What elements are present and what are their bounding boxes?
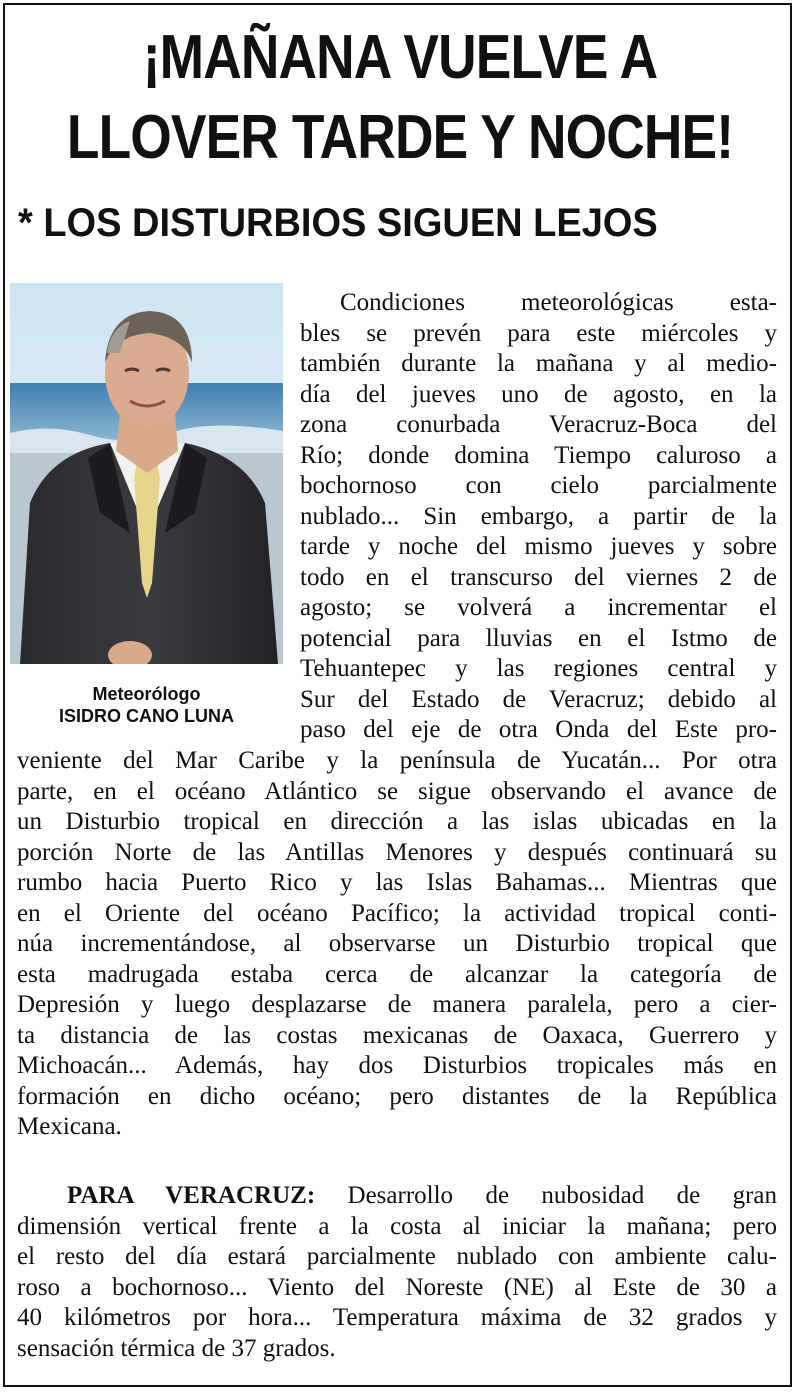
portrait-photo (10, 283, 283, 664)
paragraph-para-veracruz (17, 1181, 777, 1364)
paragraph-line: parte, en el océano Atlántico se sigue observando el avance de (17, 777, 777, 805)
caption-name: ISIDRO CANO LUNA (59, 706, 234, 726)
photo-caption (10, 683, 283, 727)
paragraph-line: porción Norte de las Antillas Menores y después continuará su (17, 838, 777, 866)
paragraph-line: día del jueves uno de agosto, en la (300, 380, 777, 408)
paragraph-line: zona conurbada Veracruz-Boca del (300, 411, 777, 438)
paragraph-line: Depresión y luego desplazarse de manera paralela, pero a cier- (17, 991, 777, 1018)
paragraph-line: nublado... Sin embargo, a partir de la (300, 502, 777, 530)
paragraph-line: veniente del Mar Caribe y la península de Yucatán... Por otra (17, 747, 777, 774)
para-veracruz-line: el resto del día estará parcialmente nublado con ambiente calu- (17, 1243, 777, 1270)
paragraph-line: Mexicana. (17, 1113, 122, 1140)
paragraph-line: tarde y noche del mismo jueves y sobre (300, 533, 777, 560)
paragraph-line: Tehuantepec y las regiones central y (300, 655, 777, 682)
paragraph-line: esta madrugada estaba cerca de alcanzar la categoría de (17, 960, 777, 988)
paragraph-line: paso del eje de otra Onda del Este pro- (300, 716, 777, 743)
paragraph-line: todo en el transcurso del viernes 2 de (300, 563, 777, 591)
para-veracruz-line: sensación térmica de 37 grados. (17, 1334, 336, 1362)
paragraph-line: agosto; se volverá a incrementar el (300, 594, 777, 621)
paragraph-line: en el Oriente del océano Pacífico; la actividad tropical conti- (17, 899, 777, 927)
paragraph-line: un Disturbio tropical en dirección a las islas ubicadas en la (17, 808, 777, 835)
paragraph-line: también durante la mañana y al medio- (300, 350, 777, 377)
paragraph-line: bles se prevén para este miércoles y (300, 319, 777, 347)
caption-role: Meteorólogo (92, 684, 201, 704)
headline: ¡MAÑANA VUELVE A LLOVER TARDE Y NOCHE! (66, 23, 734, 172)
subheadline: * LOS DISTURBIOS SIGUEN LEJOS (18, 201, 658, 245)
para-veracruz-line: Desarrollo de nubosidad de gran (315, 1182, 777, 1209)
para-veracruz-line-first (17, 1181, 777, 1212)
paragraph-1-right-column (300, 288, 777, 746)
paragraph-line: bochornoso con cielo parcialmente (300, 472, 777, 499)
para-veracruz-line: dimensión vertical frente a la costa al iniciar la mañana; pero (17, 1212, 777, 1240)
paragraph-line: rumbo hacia Puerto Rico y las Islas Bahamas... Mientras que (17, 869, 777, 896)
paragraph-line: formación en dicho océano; pero distantes de la República (17, 1082, 777, 1110)
paragraph-1-full-width (17, 746, 777, 1143)
para-veracruz-lead: PARA VERACRUZ: (67, 1182, 316, 1209)
para-veracruz-line: roso a bochornoso... Viento del Noreste (NE) al Este de 30 a (17, 1273, 777, 1301)
paragraph-line: Río; donde domina Tiempo caluroso a (300, 441, 777, 469)
portrait-photo-icon (10, 283, 283, 664)
paragraph-line: ta distancia de las costas mexicanas de Oaxaca, Guerrero y (17, 1021, 777, 1049)
paragraph-line: Michoacán... Además, hay dos Disturbios tropicales más en (17, 1052, 777, 1079)
paragraph-line: Sur del Estado de Veracruz; debido al (300, 685, 777, 713)
paragraph-line: potencial para lluvias en el Istmo de (300, 624, 777, 652)
paragraph-line: Condiciones meteorológicas esta- (340, 289, 777, 316)
paragraph-line: núa incrementándose, al observarse un Disturbio tropical que (17, 930, 777, 957)
para-veracruz-line: 40 kilómetros por hora... Temperatura máxima de 32 grados y (17, 1304, 777, 1331)
